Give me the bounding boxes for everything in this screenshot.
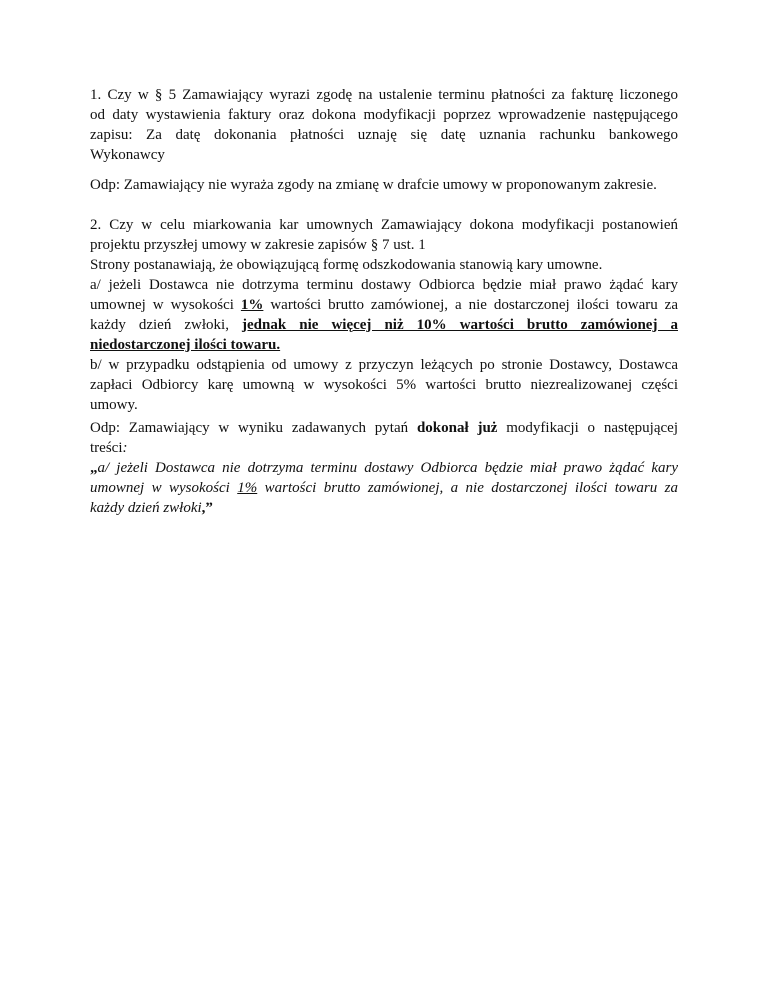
q2-line-9: zapłaci Odbiorcy karę umowną w wysokości 5% wartości brutto niezrealizowanej części	[90, 377, 678, 393]
a2-quote-line-1	[90, 458, 678, 478]
a2-quote-line-3-text: każdy dzień zwłoki	[90, 500, 202, 516]
q2-line-2: projektu przyszłej umowy w zakresie zapisów § 7 ust. 1	[90, 237, 426, 253]
a2-penalty-percent: 1%	[237, 480, 258, 496]
q2-line-6-pre: każdy dzień zwłoki,	[90, 317, 243, 333]
a2-quote-line-1-text: a/ jeżeli Dostawca nie dotrzyma terminu dostawy Odbiorca będzie miał prawo żądać kary	[97, 460, 678, 476]
a2-quote-line-3	[90, 498, 678, 518]
a2-emphasis: dokonał już	[416, 420, 498, 436]
q2-line-1: 2. Czy w celu miarkowania kar umownych Zamawiający dokona modyfikacji postanowień	[90, 217, 678, 233]
a2-colon: :	[122, 440, 128, 456]
q1-line-1: 1. Czy w § 5 Zamawiający wyrazi zgodę na ustalenie terminu płatności za fakturę liczonego	[90, 87, 678, 103]
q1-line-2: od daty wystawienia faktury oraz dokona modyfikacji poprzez wprowadzenie następującego	[90, 107, 678, 123]
a2-line-1-post: modyfikacji o następującej	[497, 420, 678, 436]
answer-2	[90, 418, 678, 518]
question-2	[90, 215, 678, 415]
a2-quote-close: ,”	[201, 500, 213, 516]
q2-cap-clause: jednak nie więcej niż 10% wartości brutto zamówionej a	[242, 317, 678, 333]
a2-quote-line-2-pre: umownej w wysokości	[90, 480, 238, 496]
q2-line-5	[90, 295, 678, 315]
a2-quote-line-2	[90, 478, 678, 498]
q2-cap-clause-end: niedostarczonej ilości towaru.	[90, 337, 281, 353]
question-1	[90, 85, 678, 165]
q1-line-4: Wykonawcy	[90, 147, 165, 163]
q1-line-3: zapisu: Za datę dokonania płatności uznaję się datę uznania rachunku bankowego	[90, 127, 678, 143]
a1-text: Odp: Zamawiający nie wyraża zgody na zmianę w drafcie umowy w proponowanym zakresie.	[90, 177, 657, 193]
a2-line-1-pre: Odp: Zamawiający w wyniku zadawanych pytań	[90, 420, 417, 436]
q2-penalty-percent: 1%	[240, 297, 264, 313]
q2-line-6	[90, 315, 678, 335]
a2-line-1	[90, 418, 678, 438]
q2-line-4: a/ jeżeli Dostawca nie dotrzyma terminu dostawy Odbiorca będzie miał prawo żądać kary	[90, 277, 678, 293]
answer-1	[90, 175, 678, 195]
a2-quote-open: „	[90, 460, 98, 476]
a2-quote-line-2-post: wartości brutto zamówionej, a nie dostarczonej ilości towaru za	[257, 480, 678, 496]
q2-line-10: umowy.	[90, 397, 138, 413]
q2-line-5-pre: umownej w wysokości	[90, 297, 241, 313]
a2-line-2	[90, 438, 678, 458]
q2-line-3: Strony postanawiają, że obowiązującą formę odszkodowania stanowią kary umowne.	[90, 257, 603, 273]
q2-line-8: b/ w przypadku odstąpienia od umowy z przyczyn leżących po stronie Dostawcy, Dostawca	[90, 357, 678, 373]
a2-line-2-pre: treści	[90, 440, 123, 456]
q2-line-5-post: wartości brutto zamówionej, a nie dostarczonej ilości towaru za	[263, 297, 679, 313]
q2-line-7	[90, 335, 678, 355]
